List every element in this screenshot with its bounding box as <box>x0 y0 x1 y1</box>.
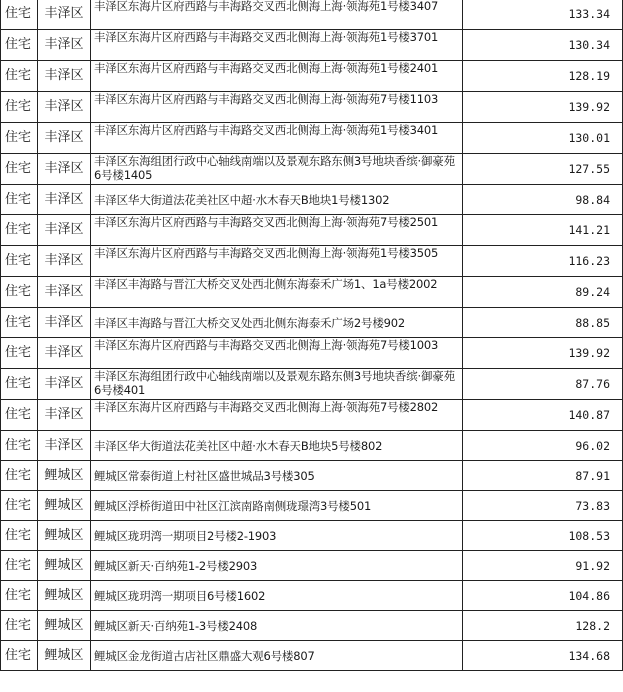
row-type-cell: 住宅 <box>1 308 38 338</box>
row-type-cell: 住宅 <box>1 0 38 30</box>
row-district-cell: 丰泽区 <box>38 277 91 308</box>
row-area-cell: 96.02 <box>463 431 623 461</box>
table-row <box>1 92 623 123</box>
row-address-cell: 丰泽区东海片区府西路与丰海路交叉西北侧海上海·领海苑1号楼2401 <box>91 61 463 92</box>
row-area-cell: 128.19 <box>463 61 623 92</box>
row-address-cell: 丰泽区东海片区府西路与丰海路交叉西北侧海上海·领海苑7号楼2802 <box>91 400 463 431</box>
row-address-cell: 丰泽区东海片区府西路与丰海路交叉西北侧海上海·领海苑7号楼2501 <box>91 215 463 246</box>
row-type-cell: 住宅 <box>1 215 38 246</box>
table-body <box>1 0 623 671</box>
row-area-cell: 139.92 <box>463 92 623 123</box>
row-address-cell: 丰泽区华大街道法花美社区中超·水木春天B地块1号楼1302 <box>91 185 463 215</box>
row-type-cell: 住宅 <box>1 369 38 400</box>
row-district-cell: 丰泽区 <box>38 154 91 185</box>
row-area-cell: 116.23 <box>463 246 623 277</box>
row-district-cell: 鲤城区 <box>38 641 91 671</box>
table-row <box>1 581 623 611</box>
row-type-cell: 住宅 <box>1 551 38 581</box>
row-district-cell: 丰泽区 <box>38 215 91 246</box>
row-type-cell: 住宅 <box>1 92 38 123</box>
row-district-cell: 鲤城区 <box>38 581 91 611</box>
row-type-cell: 住宅 <box>1 246 38 277</box>
row-district-cell: 丰泽区 <box>38 185 91 215</box>
row-address-cell: 鲤城区金龙街道古店社区鼎盛大观6号楼807 <box>91 641 463 671</box>
row-district-cell: 丰泽区 <box>38 308 91 338</box>
row-address-cell: 鲤城区珑玥湾一期项目2号楼2-1903 <box>91 521 463 551</box>
row-type-cell: 住宅 <box>1 277 38 308</box>
row-address-cell: 鲤城区新天·百纳苑1-2号楼2903 <box>91 551 463 581</box>
row-area-cell: 133.34 <box>463 0 623 30</box>
row-address-cell: 丰泽区丰海路与晋江大桥交叉处西北侧东海泰禾广场2号楼902 <box>91 308 463 338</box>
row-district-cell: 鲤城区 <box>38 461 91 491</box>
row-address-cell: 丰泽区东海片区府西路与丰海路交叉西北侧海上海·领海苑1号楼3701 <box>91 30 463 61</box>
row-area-cell: 91.92 <box>463 551 623 581</box>
table-row <box>1 641 623 671</box>
row-type-cell: 住宅 <box>1 461 38 491</box>
table-row <box>1 521 623 551</box>
row-type-cell: 住宅 <box>1 581 38 611</box>
row-type-cell: 住宅 <box>1 431 38 461</box>
table-row <box>1 246 623 277</box>
row-type-cell: 住宅 <box>1 154 38 185</box>
row-area-cell: 127.55 <box>463 154 623 185</box>
row-district-cell: 丰泽区 <box>38 92 91 123</box>
row-district-cell: 鲤城区 <box>38 551 91 581</box>
row-type-cell: 住宅 <box>1 185 38 215</box>
table-row <box>1 30 623 61</box>
row-area-cell: 141.21 <box>463 215 623 246</box>
row-district-cell: 鲤城区 <box>38 611 91 641</box>
row-district-cell: 丰泽区 <box>38 123 91 154</box>
table-row <box>1 431 623 461</box>
table-row <box>1 400 623 431</box>
table-row <box>1 551 623 581</box>
table-row <box>1 123 623 154</box>
row-area-cell: 89.24 <box>463 277 623 308</box>
row-area-cell: 140.87 <box>463 400 623 431</box>
table-row <box>1 308 623 338</box>
table-row <box>1 338 623 369</box>
row-type-cell: 住宅 <box>1 521 38 551</box>
row-address-cell: 鲤城区浮桥街道田中社区江滨南路南侧珑璟湾3号楼501 <box>91 491 463 521</box>
row-district-cell: 丰泽区 <box>38 246 91 277</box>
table-row <box>1 185 623 215</box>
row-district-cell: 丰泽区 <box>38 61 91 92</box>
row-address-cell: 丰泽区东海片区府西路与丰海路交叉西北侧海上海·领海苑7号楼1003 <box>91 338 463 369</box>
row-address-cell: 丰泽区东海组团行政中心轴线南端以及景观东路东侧3号地块香缤·御豪苑6号楼1405 <box>91 154 463 185</box>
row-address-cell: 丰泽区东海片区府西路与丰海路交叉西北侧海上海·领海苑1号楼3401 <box>91 123 463 154</box>
row-type-cell: 住宅 <box>1 400 38 431</box>
row-area-cell: 98.84 <box>463 185 623 215</box>
row-area-cell: 130.34 <box>463 30 623 61</box>
row-address-cell: 鲤城区新天·百纳苑1-3号楼2408 <box>91 611 463 641</box>
row-type-cell: 住宅 <box>1 338 38 369</box>
row-area-cell: 87.91 <box>463 461 623 491</box>
row-type-cell: 住宅 <box>1 30 38 61</box>
row-type-cell: 住宅 <box>1 491 38 521</box>
table-row <box>1 154 623 185</box>
row-area-cell: 108.53 <box>463 521 623 551</box>
row-address-cell: 鲤城区珑玥湾一期项目6号楼1602 <box>91 581 463 611</box>
row-type-cell: 住宅 <box>1 611 38 641</box>
row-district-cell: 丰泽区 <box>38 0 91 30</box>
row-district-cell: 丰泽区 <box>38 30 91 61</box>
table-row <box>1 277 623 308</box>
row-address-cell: 丰泽区丰海路与晋江大桥交叉处西北侧东海泰禾广场1、1a号楼2002 <box>91 277 463 308</box>
table-row <box>1 461 623 491</box>
table-row <box>1 369 623 400</box>
row-district-cell: 丰泽区 <box>38 338 91 369</box>
row-type-cell: 住宅 <box>1 61 38 92</box>
row-district-cell: 鲤城区 <box>38 491 91 521</box>
row-area-cell: 130.01 <box>463 123 623 154</box>
row-address-cell: 丰泽区华大街道法花美社区中超·水木春天B地块5号楼802 <box>91 431 463 461</box>
row-area-cell: 104.86 <box>463 581 623 611</box>
row-address-cell: 丰泽区东海片区府西路与丰海路交叉西北侧海上海·领海苑7号楼1103 <box>91 92 463 123</box>
row-area-cell: 128.2 <box>463 611 623 641</box>
table-row <box>1 0 623 30</box>
table-row <box>1 491 623 521</box>
row-area-cell: 134.68 <box>463 641 623 671</box>
row-type-cell: 住宅 <box>1 123 38 154</box>
table-row <box>1 611 623 641</box>
row-district-cell: 丰泽区 <box>38 431 91 461</box>
row-district-cell: 丰泽区 <box>38 369 91 400</box>
row-area-cell: 87.76 <box>463 369 623 400</box>
row-area-cell: 73.83 <box>463 491 623 521</box>
table-row <box>1 61 623 92</box>
row-address-cell: 丰泽区东海组团行政中心轴线南端以及景观东路东侧3号地块香缤·御豪苑6号楼401 <box>91 369 463 400</box>
row-area-cell: 139.92 <box>463 338 623 369</box>
row-address-cell: 丰泽区东海片区府西路与丰海路交叉西北侧海上海·领海苑1号楼3407 <box>91 0 463 30</box>
row-district-cell: 丰泽区 <box>38 400 91 431</box>
row-type-cell: 住宅 <box>1 641 38 671</box>
row-address-cell: 鲤城区常泰街道上村社区盛世城品3号楼305 <box>91 461 463 491</box>
row-address-cell: 丰泽区东海片区府西路与丰海路交叉西北侧海上海·领海苑1号楼3505 <box>91 246 463 277</box>
row-area-cell: 88.85 <box>463 308 623 338</box>
table-row <box>1 215 623 246</box>
row-district-cell: 鲤城区 <box>38 521 91 551</box>
